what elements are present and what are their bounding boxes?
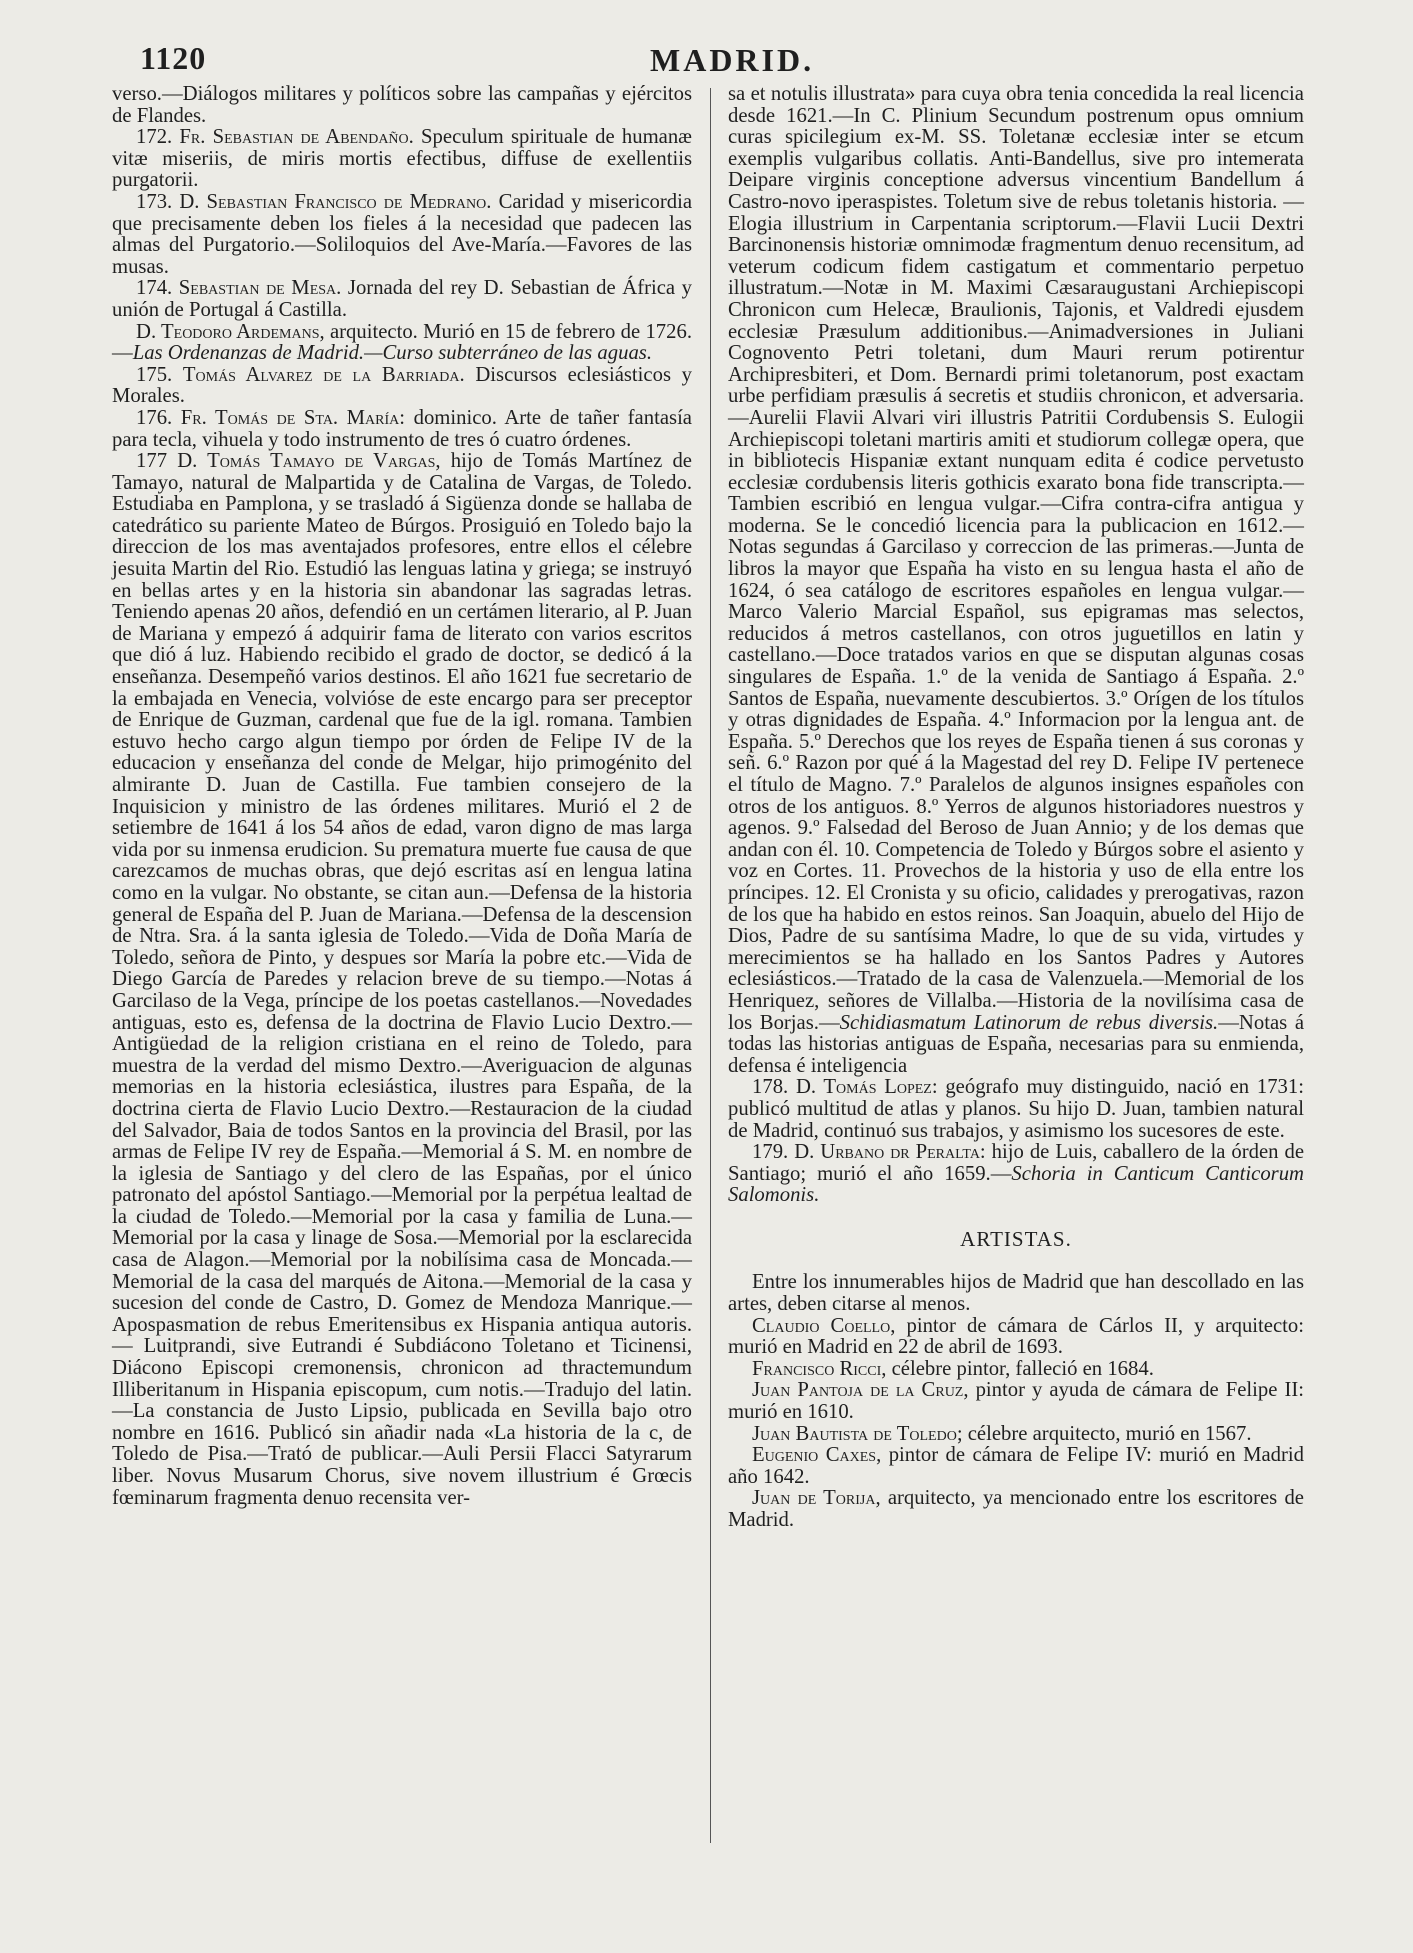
page-title: MADRID.: [650, 42, 815, 78]
left-column: [112, 84, 692, 1509]
section-intro: Entre los innumerables hijos de Madrid que han descollado en las artes, deben citarse al menos.: [728, 1271, 1304, 1316]
entry-172: 172. Fr. Sebastian de Abendaño. Speculum spirituale de humanæ vitæ miseriis, de miris mortis efectibus, diffuse de exellentiis purgatorii.: [112, 126, 692, 192]
entry-174: 174. Sebastian de Mesa. Jornada del rey D. Sebastian de África y unión de Portugal á Castilla.: [112, 277, 693, 321]
artist-entry: Juan Pantoja de la Cruz, pintor y ayuda de cámara de Felipe II: murió en 1610.: [728, 1379, 1304, 1424]
entry-177: 177 D. Tomás Tamayo de Vargas, hijo de Tomás Martínez de Tamayo, natural de Malpartida y de Catalina de Vargas, de Toledo. Estudiaba en Pamplona, y se trasladó á Sigüenza donde se hallaba de catedrático su pariente Mateo de Búrgos. Prosiguió en Toledo bajo la direccion de los mas aventajados profesores, entre ellos el célebre jesuita Martin del Rio. Estudió las lenguas latina y griega; se instruyó en bellas artes y en la historia sin abandonar las sagradas letras. Teniendo apenas 20 años, defendió en un certámen literario, al P. Juan de Mariana y empezó á adquirir fama de literato con varios escritos que dió á luz. Habiendo recibido el grado de doctor, se dedicó á la enseñanza. Desempeñó varios destinos. El año 1621 fue secretario de la embajada en Venecia, volvióse de este encargo para ser preceptor de Enrique de Guzman, cardenal que fue de la igl. romana. Tambien estuvo hecho cargo algun tiempo por órden de Felipe IV de la educacion y enseñanza del conde de Melgar, hijo primogénito del almirante D. Juan de Castilla. Fue tambien consejero de la Inquisicion y ministro de las órdenes militares. Murió el 2 de setiembre de 1641 á los 54 años de edad, varon digno de mas larga vida por su inmensa erudicion. Su prematura muerte fue causa de que carezcamos de muchas obras, que dejó escritas así en lengua latina como en la vulgar. No obstante, se citan aun.—Defensa de la historia general de España del P. Juan de Mariana.—Defensa de la descension de Ntra. Sra. á la santa iglesia de Toledo.—Vida de Doña María de Toledo, señora de Pinto, y despues sor María la pobre etc.—Vida de Diego García de Paredes y relacion breve de su tiempo.—Notas á Garcilaso de la Vega, príncipe de los poetas castellanos.—Novedades antiguas, esto es, defensa de la doctrina de Flavio Lucio Dextro.—Antigüedad de la religion cristiana en el reino de Toledo, para muestra de la verdad del mismo Dextro.—Averiguacion de algunas memorias en la historia eclesiástica, ilustres para España, de la doctrina cierta de Flavio Lucio Dextro.—Restauracion de la ciudad del Salvador, Baia de todos Santos en la provincia del Brasil, por las armas de Felipe IV rey de España.—Memorial á S. M. en nombre de la iglesia de Santiago y del clero de las Españas, por el único patronato del apóstol Santiago.—Memorial por la perpétua lealtad de la ciudad de Toledo.—Memorial por la casa y familia de Luna.—Memorial por la casa y linage de Sosa.—Memorial por la esclarecida casa de Alagon.—Memorial por la nobilísima casa de Moncada.—Memorial de la casa del marqués de Aitona.—Memorial de la casa y sucesion del conde de Castro, D. Gomez de Mendoza Manrique.—Apospasmation de rebus Emeritensibus ex Hispania antiqua autoris. — Luitprandi, sive Eutrandi é Subdiácono Toletano et Ticinensi, Diácono Episcopi cremonensis, chronicon ad thractemundum Illiberitanum in Hispania episcopum, cum notis.—Tradujo del latin.—La constancia de Justo Lipsio, publicada en Sevilla bajo otro nombre en 1616. Publicó sin añadir nada «La historia de la c, de Toledo de Pisa.—Trató de publicar.—Auli Persii Flacci Satyrarum liber. Novus Musarum Chorus, sive novem illustrium é Grœcis fœminarum fragmenta denuo recensita ver-: [112, 450, 692, 1509]
entry-178: 178. D. Tomás Lopez: geógrafo muy distinguido, nació en 1731: publicó multitud de atlas y planos. Su hijo D. Juan, tambien natural de Madrid, continuó sus trabajos, y asimismo los sucesores de este.: [728, 1076, 1304, 1142]
entry-173: 173. D. Sebastian Francisco de Medrano. Caridad y misericordia que precisamente deben los fieles á la necesidad que padecen las almas del Purgatorio.—Soliloquios del Ave-María.—Favores de las musas.: [112, 190, 693, 278]
artist-entry: Claudio Coello, pintor de cámara de Cárlos II, y arquitecto: murió en Madrid en 22 de abril de 1693.: [728, 1314, 1304, 1359]
right-column: [728, 84, 1304, 1532]
column-divider: [710, 88, 711, 1843]
entry-ardemans: D. Teodoro Ardemans, arquitecto. Murió en 15 de febrero de 1726.—Las Ordenanzas de Madrid.—Curso subterráneo de las aguas.: [112, 320, 692, 365]
entry-175: 175. Tomás Alvarez de la Barriada. Discursos eclesiásticos y Morales.: [112, 363, 693, 408]
page-number: 1120: [140, 40, 207, 76]
artist-entry: Juan de Torija, arquitecto, ya mencionado entre los escritores de Madrid.: [728, 1487, 1304, 1531]
continued-text: verso.—Diálogos militares y políticos sobre las campañas y ejércitos de Flandes.: [112, 83, 692, 127]
entry-179: 179. D. Urbano dr Peralta: hijo de Luis, caballero de la órden de Santiago; murió el año 1659.—Schoria in Canticum Canticorum Salomonis.: [728, 1141, 1305, 1207]
artist-entry: Eugenio Caxes, pintor de cámara de Felipe IV: murió en Madrid año 1642.: [728, 1444, 1304, 1488]
artist-entry: Francisco Ricci, célebre pintor, falleció en 1684.: [752, 1357, 1154, 1380]
continued-text: sa et notulis illustrata» para cuya obra tenia concedida la real licencia desde 1621.—In C. Plinium Secundum postrenum opus omnium curas spicilegium ex-M. SS. Toletanæ ecclesiæ inter se etcum exemplis vulgaribus collatis. Anti-Bandellus, sive pro intemerata Deipare virginis conceptione adversus vincentium Bandellum á Castro-novo iperaspistes. Toletum sive de rebus toletanis historia. —Elogia illustrium in Carpentania scriptorum.—Flavii Lucii Dextri Barcinonensis historiæ omnimodæ fragmentum denuo recensitum, ad veterum codicum fidem castigatum et commentario perpetuo illustratum.—Notæ in M. Maximi Cæsaraugustani Archiepiscopi Chronicon cum Helecæ, Braulionis, Tajonis, et Valdredi ejusdem ecclesiæ Præsulum additionibus.—Animadversiones in Juliani Cognovento Petri toletani, dum Mauri rerum potirentur Archipresbiteri, et Dom. Bernardi primi toletanorum, post exactam urbe perfidiam præsulis á secretis et studiis chronicon, et adversaria.—Aurelii Flavii Alvari viri illustris Patritii Cordubensis S. Eulogii Archiepiscopi toletani martiris amiti et studiorum collegæ opera, que in bibliotecis Hispaniæ extant nunquam edita é codice pervetusto ecclesiæ cordubensis literis gothicis exarato bona fide transcripta.—Tambien escribió en lengua vulgar.—Cifra contra-cifra antigua y moderna. Se le concedió licencia para la publicacion en 1612.—Notas segundas á Garcilaso y correccion de las primeras.—Junta de libros la mayor que España ha visto en su lengua hasta el año de 1624, ó sea catálogo de escritores españoles en lengua vulgar.—Marco Valerio Marcial Español, sus epigramas mas selectos, reducidos á metros castellanos, con otros juguetillos en latin y castellano.—Doce tratados varios en que se disputan algunas cosas singulares de España. 1.º de la venida de Santiago á España. 2.º Santos de España, nuevamente descubiertos. 3.º Orígen de los títulos y otras dignidades de España. 4.º Informacion por la lengua ant. de España. 5.º Derechos que los reyes de España tienen á sus coronas y señ. 6.º Razon por qué á la Magestad del rey D. Felipe IV pertenece el título de Magno. 7.º Paralelos de algunos insignes españoles con otros de los antiguos. 8.º Yerros de algunos historiadores nuestros y agenos. 9.º Falsedad del Beroso de Juan Annio; y de los demas que andan con él. 10. Competencia de Toledo y Búrgos sobre el asiento y voz en Cortes. 11. Provechos de la historia y uso de ella entre los príncipes. 12. El Cronista y su oficio, calidades y prerogativas, razon de los que ha habido en estos reinos. San Joaquin, abuelo del Hijo de Dios, Padre de su santísima Madre, lo que de su vida, virtudes y merecimientos se ha hallado en los Santos Padres y Autores eclesiásticos.—Tratado de la casa de Valenzuela.—Memorial de los Henriquez, señores de Villalba.—Historia de la novilísima casa de los Borjas.—Schidiasmatum Latinorum de rebus diversis.—Notas á todas las historias antiguas de España, necesarias para su enmienda, defensa é inteligencia: [728, 83, 1305, 1077]
section-heading: ARTISTAS.: [960, 1226, 1072, 1251]
artist-entry: Juan Bautista de Toledo; célebre arquitecto, murió en 1567.: [752, 1422, 1252, 1445]
entry-176: 176. Fr. Tomás de Sta. María: dominico. Arte de tañer fantasía para tecla, vihuela y todo instrumento de tres ó cuatro órdenes.: [112, 406, 692, 451]
